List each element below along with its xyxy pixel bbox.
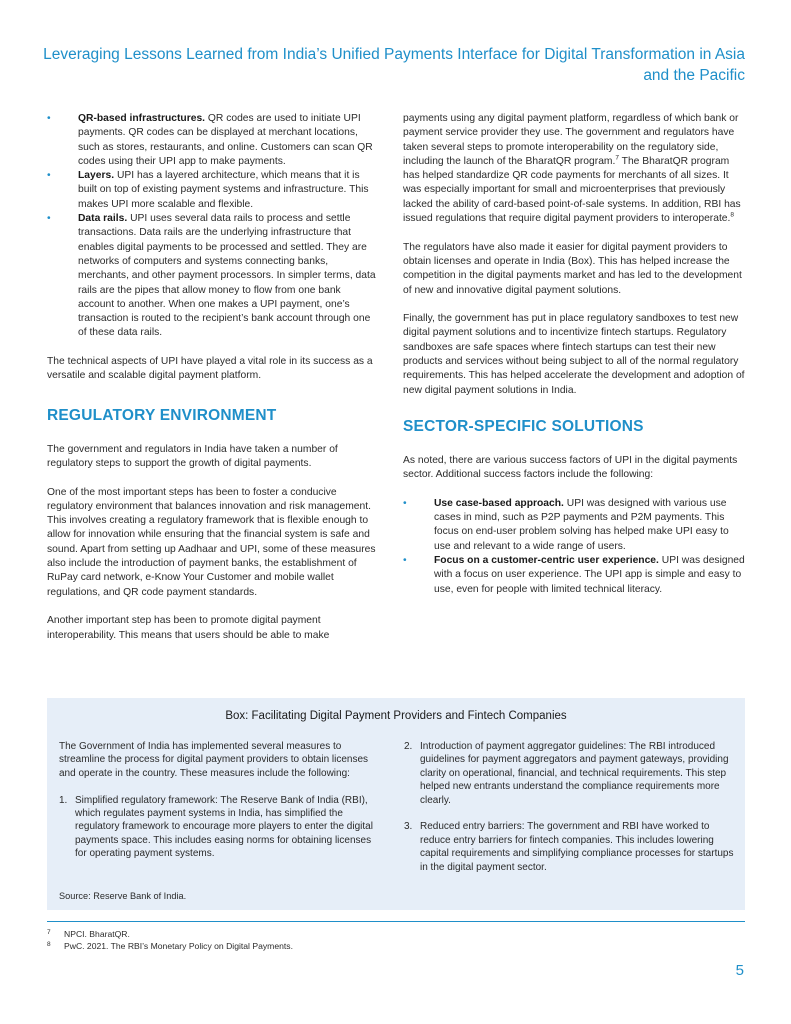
footnote-text: PwC. 2021. The RBI’s Monetary Policy on Digital Payments.: [64, 941, 293, 951]
bullet-icon: •: [403, 555, 407, 567]
footnote-ref-8[interactable]: 8: [730, 211, 735, 219]
technical-aspects-list: [47, 112, 379, 341]
left-column: [47, 112, 379, 657]
regulatory-paragraph-2: One of the most important steps has been to foster a conducive regulatory environment that balances innovation and risk management. This involves creating a regulatory framework that is flexible enough to allow for innovation while ensuring that the financial system is safe and sound. Apart from setting up Aadhaar and UPI, some of these measures also include the introduction of payment banks, the establishment of RuPay card network, e-Know Your Customer and mobile wallet regulations, and QR code payment standards.: [47, 486, 376, 598]
bullet-icon: •: [47, 213, 51, 225]
sector-specific-heading: SECTOR-SPECIFIC SOLUTIONS: [403, 417, 644, 435]
item-text: Reduced entry barriers: The government and RBI have worked to reduce entry barriers for fintech companies. This includes lowering capital requirements and simplifying compliance processes for startups in the digital payment sector.: [420, 821, 734, 873]
regulatory-paragraph-3: Another important step has been to promote digital payment interoperability. This means that users should be able to make: [47, 615, 330, 641]
item-number: 1.: [59, 794, 68, 806]
list-item: [403, 554, 745, 597]
interoperability-text: payments using any digital payment platform, regardless of which bank or payment service provider they use. The government and regulators have taken several steps to promote interoperability on the regulatory side, including the launch of the BharatQR program.: [403, 113, 739, 167]
box-left-column: [59, 740, 377, 874]
facilitating-providers-box: [47, 698, 745, 910]
licensing-paragraph: The regulators have also made it easier for digital payment providers to obtain licenses and operate in India (Box). This has helped increase the competition in the digital payments market and has led to the development of new and innovative digital payment solutions.: [403, 241, 742, 296]
list-item: [403, 497, 745, 554]
bullet-text: UPI was designed with various use cases in mind, such as P2P payments and P2M payments. This focus on end-user problem solving has helped make UPI easy to use and relevant to a wide range of users.: [434, 497, 729, 552]
bullet-icon: •: [47, 170, 51, 182]
regulatory-paragraph-1: The government and regulators in India have taken a number of regulatory steps to support the growth of digital payments.: [47, 443, 338, 469]
sector-intro-paragraph: As noted, there are various success factors of UPI in the digital payments sector. Additional success factors include the following:: [403, 454, 738, 481]
footnote-text: NPCI. BharatQR.: [64, 929, 130, 939]
box-item: [404, 740, 736, 807]
bullet-title: QR-based infrastructures.: [78, 113, 206, 124]
box-source: Source: Reserve Bank of India.: [59, 891, 187, 901]
bullet-title: Data rails.: [78, 213, 128, 225]
item-number: 2.: [404, 741, 413, 752]
interoperability-paragraph: [403, 112, 745, 226]
bullet-text: UPI was designed with a focus on user experience. The UPI app is simple and easy to use, even for people with limited technical literacy.: [434, 555, 745, 595]
footnote-8: [47, 940, 293, 952]
item-number: 3.: [404, 821, 413, 833]
bullet-text: QR codes are used to initiate UPI payments. QR codes can be displayed at merchant locations, such as stores, restaurants, and online. Customers can scan QR codes using their UPI app to make payments.: [78, 113, 373, 167]
footnote-7: [47, 928, 293, 940]
bullet-title: Layers.: [78, 170, 115, 182]
sandboxes-paragraph: Finally, the government has put in place regulatory sandboxes to test new digital payment solutions and to incentivize fintech startups. Regulatory sandboxes are safe spaces where fintech startups can test their new products and services without being subject to all of the normal regulatory requirements. This has helped accelerate the development and adoption of new digital payment solutions in India.: [403, 313, 745, 396]
footnote-divider: [47, 921, 745, 922]
success-factors-list: [403, 497, 745, 597]
list-item: [47, 212, 379, 341]
bharatqr-text: The BharatQR program has helped standardize QR code payments for merchants of all sizes. It was especially important for small and microenterprises that previously lacked the ability of card-based point-of-sale systems. In addition, RBI has issued regulations that require digital payment providers to interoperate.: [403, 155, 741, 225]
page-number: 5: [735, 962, 744, 979]
technical-summary-paragraph: The technical aspects of UPI have played a vital role in its success as a versatile and scalable digital payment platform.: [47, 356, 373, 382]
box-item: [59, 794, 377, 861]
box-title: Box: Facilitating Digital Payment Providers and Fintech Companies: [225, 710, 567, 722]
footnotes: [47, 928, 293, 952]
list-item: [47, 169, 379, 212]
footnote-mark: 7: [47, 929, 51, 936]
box-intro: The Government of India has implemented several measures to streamline the process for digital payment providers to obtain licenses and operate in the country. These measures include the following:: [59, 741, 369, 779]
box-right-column: [404, 740, 736, 887]
bullet-text: UPI has a layered architecture, which means that it is built on top of existing payment systems and infrastructure. This makes UPI more scalable and flexible.: [78, 170, 369, 210]
list-item: [47, 112, 379, 169]
item-text: Introduction of payment aggregator guidelines: The RBI introduced guidelines for payment aggregators and payment gateways, providing clarity on operational, financial, and technical requirements. This step helped new entrants understand the compliance requirements more clearly.: [420, 741, 729, 806]
bullet-text: UPI uses several data rails to process and settle transactions. Data rails are the underlying infrastructure that enables digital payments to be processed and settled. They are networks of computers and systems connecting banks, merchants, and other payment processors. In simpler terms, data rails are the pipes that allow money to flow from one bank account to another. When one makes a UPI payment, one’s transaction is routed to the recipient’s bank account through one of these data rails.: [78, 213, 376, 339]
right-column: [403, 112, 745, 611]
footnote-ref-7[interactable]: 7: [615, 154, 619, 162]
footnote-mark: 8: [47, 941, 51, 948]
running-header-title: Leveraging Lessons Learned from India’s Unified Payments Interface for Digital Transformation in Asia and the Pacific: [43, 46, 745, 84]
bullet-icon: •: [47, 113, 51, 124]
regulatory-environment-heading: REGULATORY ENVIRONMENT: [47, 406, 277, 424]
bullet-title: Focus on a customer-centric user experience.: [434, 555, 659, 567]
bullet-title: Use case-based approach.: [434, 497, 564, 509]
item-text: Simplified regulatory framework: The Reserve Bank of India (RBI), which regulates payment systems in India, has simplified the regulatory framework to encourage more players to enter the digital payments space. This includes easing norms for obtaining licenses for operating payment systems.: [75, 794, 373, 860]
box-item: [404, 820, 736, 874]
bullet-icon: •: [403, 497, 407, 509]
